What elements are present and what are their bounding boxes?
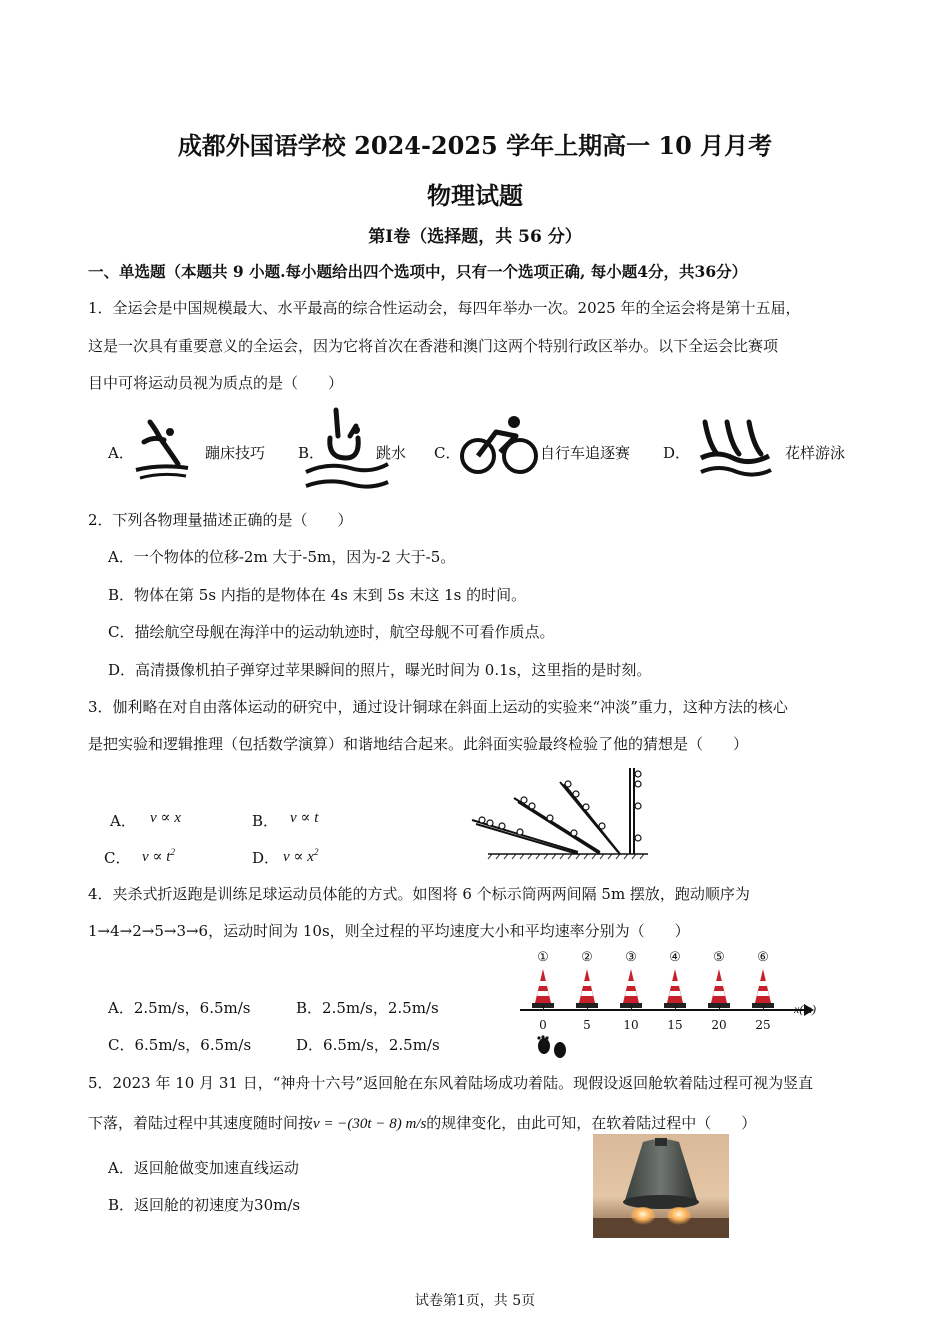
axis-tick-label: 15: [667, 1018, 683, 1032]
q2-option-b[interactable]: B．物体在第 5s 内指的是物体在 4s 末到 5s 末这 1s 的时间。: [108, 586, 527, 604]
q4-line1: 4．夹杀式折返跑是训练足球运动员体能的方式。如图将 6 个标示筒两两间隔 5m 摆放，跑动顺序为: [88, 885, 750, 903]
q1-line2: 这是一次具有重要意义的全运会，因为它将首次在香港和澳门这两个特别行政区举办。以下全运会比赛项: [88, 337, 779, 355]
marker-cone-icon: [751, 967, 775, 1009]
q5-option-b[interactable]: B．返回舱的初速度为30m/s: [108, 1196, 301, 1214]
x-axis-label: x(m): [794, 1002, 816, 1016]
q4-option-d[interactable]: D．6.5m/s，2.5m/s: [296, 1036, 440, 1054]
q3-option-b-expr: v ∝ t: [290, 810, 319, 826]
q4-option-b[interactable]: B．2.5m/s，2.5m/s: [296, 999, 439, 1017]
return-capsule-photo: [593, 1134, 729, 1238]
q1-option-c-label: 自行车追逐赛: [540, 444, 631, 462]
q4-line2: 1→4→2→5→3→6，运动时间为 10s，则全过程的平均速度大小和平均速率分别为（ ）: [88, 922, 690, 940]
q1-line1: 1．全运会是中国规模最大、水平最高的综合性运动会，每四年举办一次。2025 年的全运会将是第十五届，: [88, 299, 801, 317]
q2-option-d[interactable]: D．高清摄像机拍子弹穿过苹果瞬间的照片，曝光时间为 0.1s，这里指的是时刻。: [108, 661, 652, 679]
inclined-plane-figure: [468, 762, 658, 862]
q2-option-a[interactable]: A．一个物体的位移-2m 大于-5m，因为-2 大于-5。: [108, 548, 456, 566]
axis-tick-label: 10: [623, 1018, 639, 1032]
q3-line2: 是把实验和逻辑推理（包括数学演算）和谐地结合起来。此斜面实验最终检验了他的猜想是（ ）: [88, 735, 749, 753]
cone-label: ③: [625, 950, 637, 965]
exam-subtitle: 物理试题: [427, 181, 523, 210]
trampoline-icon: [130, 408, 200, 483]
volume-heading: 第Ⅰ卷（选择题，共 56 分）: [368, 227, 582, 247]
cone-label: ⑥: [757, 950, 769, 965]
q5-line1: 5．2023 年 10 月 31 日，“神舟十六号”返回舱在东风着陆场成功着陆。现假设返回舱软着陆过程可视为竖直: [88, 1074, 814, 1092]
page-footer: 试卷第1页，共 5页: [414, 1293, 536, 1309]
axis-tick-label: 0: [539, 1018, 547, 1032]
q3-option-d-letter[interactable]: D．: [252, 849, 280, 867]
marker-cone-icon: [531, 967, 555, 1009]
q3-option-a-letter[interactable]: A．: [110, 812, 136, 830]
cone-label: ②: [581, 950, 593, 965]
q3-option-c-letter[interactable]: C．: [104, 849, 131, 867]
q2-option-c[interactable]: C．描绘航空母舰在海洋中的运动轨迹时，航空母舰不可看作质点。: [108, 623, 555, 641]
q3-option-c-expr: $v \propto t^2$: [142, 847, 175, 865]
axis-tick-label: 5: [583, 1018, 591, 1032]
cone-label: ⑤: [713, 950, 725, 965]
q1-option-b-label: 跳水: [376, 444, 407, 462]
q5-formula: v = −(30t − 8) m/s: [313, 1116, 427, 1132]
marker-cone-icon: [663, 967, 687, 1009]
exam-title: 成都外国语学校 2024-2025 学年上期高一 10 月月考: [177, 131, 773, 160]
synchronized-swimming-icon: [697, 414, 777, 479]
cycling-icon: [460, 412, 540, 477]
cones-figure: [520, 950, 830, 1065]
marker-cone-icon: [619, 967, 643, 1009]
axis-tick-label: 25: [755, 1018, 771, 1032]
q1-line3: 目中可将运动员视为质点的是（ ）: [88, 374, 344, 392]
q3-option-b-letter[interactable]: B．: [252, 812, 279, 830]
q1-option-a-letter[interactable]: A．: [108, 444, 134, 462]
cone-label: ④: [669, 950, 681, 965]
q5-line2-prefix: 下落，着陆过程中其速度随时间按: [88, 1114, 314, 1132]
marker-cone-icon: [707, 967, 731, 1009]
q3-line1: 3．伽利略在对自由落体运动的研究中，通过设计铜球在斜面上运动的实验来“冲淡”重力，这种方法的核心: [88, 698, 788, 716]
q4-option-a[interactable]: A．2.5m/s，6.5m/s: [108, 999, 251, 1017]
q3-option-a-expr: v ∝ x: [150, 810, 181, 826]
cone-label: ①: [537, 950, 549, 965]
section-heading: 一、单选题（本题共 9 小题.每小题给出四个选项中，只有一个选项正确, 每小题4分，共36分）: [88, 262, 748, 281]
q4-option-c[interactable]: C．6.5m/s，6.5m/s: [108, 1036, 252, 1054]
q5-line2: [88, 1113, 756, 1134]
q2-stem: 2．下列各物理量描述正确的是（ ）: [88, 511, 353, 529]
q1-option-b-letter[interactable]: B．: [298, 444, 325, 462]
marker-cone-icon: [575, 967, 599, 1009]
q3-option-d-expr: $v \propto x^2$: [283, 847, 319, 865]
q5-option-a[interactable]: A．返回舱做变加速直线运动: [108, 1159, 299, 1177]
q1-option-a-label: 蹦床技巧: [205, 444, 266, 462]
x-axis: [520, 1009, 808, 1011]
axis-tick-label: 20: [711, 1018, 727, 1032]
q1-option-d-letter[interactable]: D．: [663, 444, 691, 462]
q1-option-c-letter[interactable]: C．: [434, 444, 461, 462]
q1-option-d-label: 花样游泳: [785, 444, 846, 462]
q5-line2-suffix: 的规律变化，由此可知，在软着陆过程中（ ）: [426, 1114, 757, 1132]
footprints-icon: [534, 1036, 570, 1060]
